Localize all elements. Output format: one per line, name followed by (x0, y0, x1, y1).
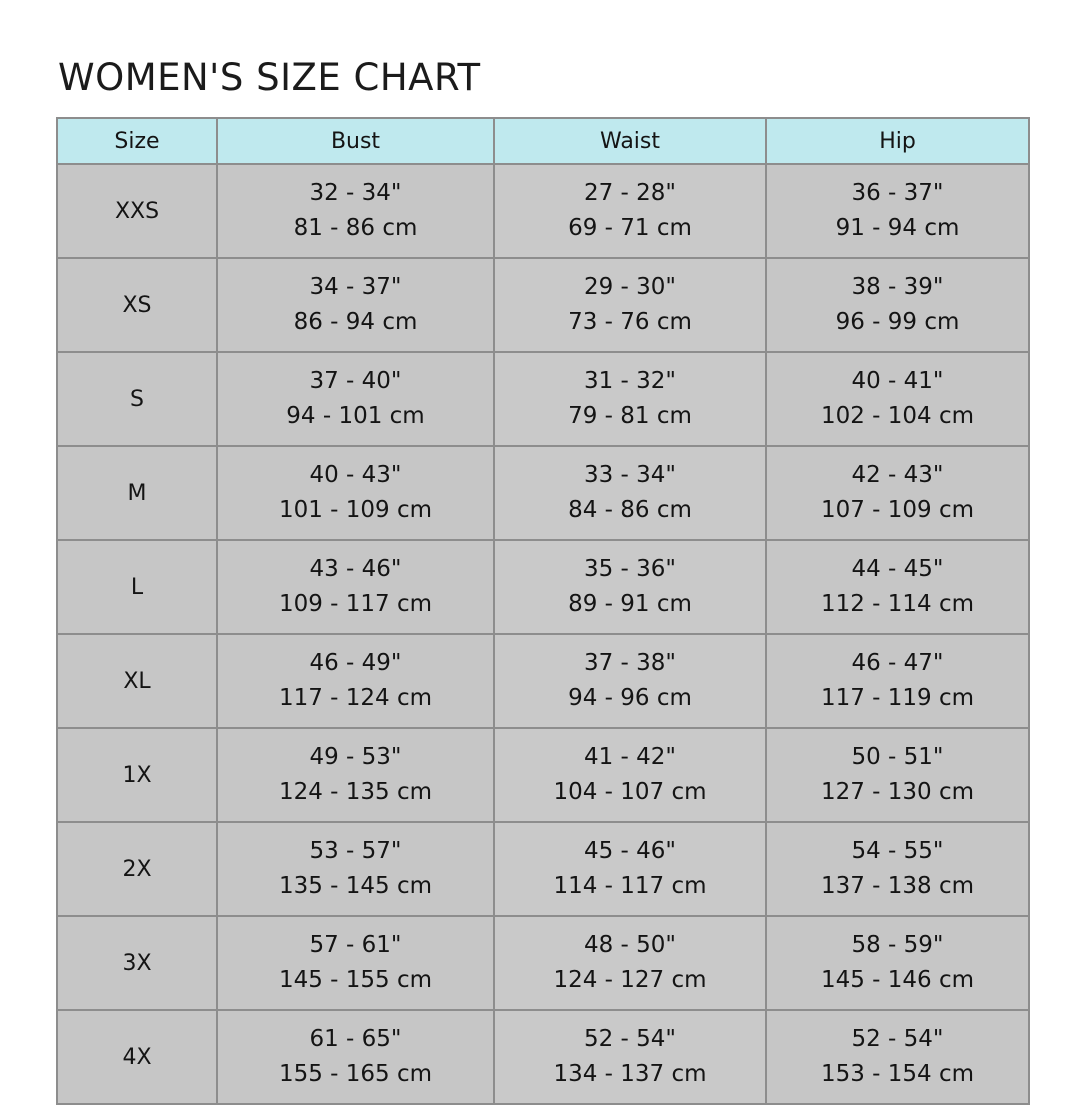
waist-measure (494, 164, 766, 258)
size-label: 4X (57, 1010, 217, 1104)
table-body (57, 164, 1029, 1104)
hip-cm: 117 - 119 cm (820, 685, 975, 711)
hip-inches: 54 - 55" (851, 838, 944, 864)
size-label: S (57, 352, 217, 446)
bust-inches: 61 - 65" (309, 1026, 402, 1052)
bust-measure (217, 446, 494, 540)
hip-measure (766, 258, 1029, 352)
waist-cm: 69 - 71 cm (568, 215, 692, 241)
hip-inches: 38 - 39" (851, 274, 944, 300)
hip-measure (766, 164, 1029, 258)
waist-inches: 27 - 28" (583, 180, 677, 206)
hip-cm: 96 - 99 cm (835, 309, 960, 335)
column-header-hip: Hip (766, 118, 1029, 164)
hip-measure (766, 822, 1029, 916)
bust-measure (217, 258, 494, 352)
bust-inches: 57 - 61" (309, 932, 402, 958)
bust-measure (217, 1010, 494, 1104)
waist-inches: 35 - 36" (583, 556, 677, 582)
bust-inches: 43 - 46" (309, 556, 402, 582)
column-header-bust: Bust (217, 118, 494, 164)
size-label: M (57, 446, 217, 540)
waist-cm: 114 - 117 cm (553, 873, 707, 899)
bust-measure (217, 728, 494, 822)
bust-measure (217, 164, 494, 258)
hip-measure (766, 446, 1029, 540)
hip-measure (766, 1010, 1029, 1104)
hip-cm: 153 - 154 cm (820, 1061, 975, 1087)
bust-cm: 145 - 155 cm (278, 967, 433, 993)
bust-cm: 117 - 124 cm (278, 685, 433, 711)
table-row (57, 540, 1029, 634)
women-size-chart-table (56, 117, 1030, 1105)
hip-cm: 107 - 109 cm (820, 497, 975, 523)
hip-measure (766, 634, 1029, 728)
bust-measure (217, 540, 494, 634)
column-header-size: Size (57, 118, 217, 164)
bust-measure (217, 822, 494, 916)
hip-inches: 40 - 41" (851, 368, 944, 394)
waist-cm: 89 - 91 cm (568, 591, 692, 617)
bust-inches: 34 - 37" (309, 274, 402, 300)
waist-cm: 124 - 127 cm (553, 967, 707, 993)
hip-measure (766, 916, 1029, 1010)
size-label: L (57, 540, 217, 634)
waist-inches: 41 - 42" (583, 744, 677, 770)
waist-measure (494, 446, 766, 540)
hip-cm: 112 - 114 cm (820, 591, 975, 617)
waist-measure (494, 916, 766, 1010)
hip-cm: 127 - 130 cm (820, 779, 975, 805)
size-label: 3X (57, 916, 217, 1010)
waist-measure (494, 822, 766, 916)
table-row (57, 822, 1029, 916)
page-title: WOMEN'S SIZE CHART (58, 56, 481, 99)
bust-inches: 32 - 34" (309, 180, 402, 206)
waist-measure (494, 728, 766, 822)
table-row (57, 352, 1029, 446)
bust-cm: 94 - 101 cm (286, 403, 425, 429)
waist-cm: 94 - 96 cm (568, 685, 692, 711)
bust-measure (217, 352, 494, 446)
waist-measure (494, 258, 766, 352)
hip-inches: 50 - 51" (851, 744, 944, 770)
waist-inches: 52 - 54" (583, 1026, 677, 1052)
waist-measure (494, 352, 766, 446)
bust-measure (217, 634, 494, 728)
size-label: XS (57, 258, 217, 352)
table-header (57, 118, 1029, 164)
waist-inches: 37 - 38" (583, 650, 677, 676)
hip-inches: 52 - 54" (851, 1026, 944, 1052)
bust-measure (217, 916, 494, 1010)
bust-inches: 37 - 40" (309, 368, 402, 394)
hip-measure (766, 540, 1029, 634)
table-row (57, 728, 1029, 822)
waist-inches: 48 - 50" (583, 932, 677, 958)
bust-inches: 40 - 43" (309, 462, 402, 488)
size-label: XL (57, 634, 217, 728)
hip-inches: 46 - 47" (851, 650, 944, 676)
hip-inches: 42 - 43" (851, 462, 944, 488)
waist-cm: 79 - 81 cm (568, 403, 692, 429)
bust-cm: 155 - 165 cm (278, 1061, 433, 1087)
waist-cm: 104 - 107 cm (553, 779, 707, 805)
hip-cm: 137 - 138 cm (820, 873, 975, 899)
waist-inches: 45 - 46" (583, 838, 677, 864)
table-row (57, 258, 1029, 352)
waist-measure (494, 540, 766, 634)
hip-cm: 145 - 146 cm (820, 967, 975, 993)
bust-inches: 46 - 49" (309, 650, 402, 676)
hip-cm: 91 - 94 cm (835, 215, 960, 241)
bust-cm: 86 - 94 cm (293, 309, 418, 335)
table-row (57, 1010, 1029, 1104)
bust-cm: 81 - 86 cm (293, 215, 418, 241)
bust-cm: 101 - 109 cm (278, 497, 433, 523)
hip-inches: 36 - 37" (851, 180, 944, 206)
table-row (57, 634, 1029, 728)
size-label: XXS (57, 164, 217, 258)
bust-cm: 124 - 135 cm (278, 779, 433, 805)
waist-measure (494, 634, 766, 728)
hip-inches: 44 - 45" (851, 556, 944, 582)
waist-cm: 84 - 86 cm (568, 497, 692, 523)
column-header-waist: Waist (494, 118, 766, 164)
hip-cm: 102 - 104 cm (820, 403, 975, 429)
bust-cm: 135 - 145 cm (278, 873, 433, 899)
table-row (57, 446, 1029, 540)
size-label: 2X (57, 822, 217, 916)
waist-inches: 31 - 32" (583, 368, 677, 394)
waist-inches: 33 - 34" (583, 462, 677, 488)
waist-cm: 134 - 137 cm (553, 1061, 707, 1087)
table-header-row (57, 118, 1029, 164)
waist-cm: 73 - 76 cm (568, 309, 692, 335)
bust-cm: 109 - 117 cm (278, 591, 433, 617)
waist-measure (494, 1010, 766, 1104)
table-row (57, 916, 1029, 1010)
bust-inches: 53 - 57" (309, 838, 402, 864)
waist-inches: 29 - 30" (583, 274, 677, 300)
hip-measure (766, 728, 1029, 822)
hip-inches: 58 - 59" (851, 932, 944, 958)
hip-measure (766, 352, 1029, 446)
size-label: 1X (57, 728, 217, 822)
bust-inches: 49 - 53" (309, 744, 402, 770)
table-row (57, 164, 1029, 258)
